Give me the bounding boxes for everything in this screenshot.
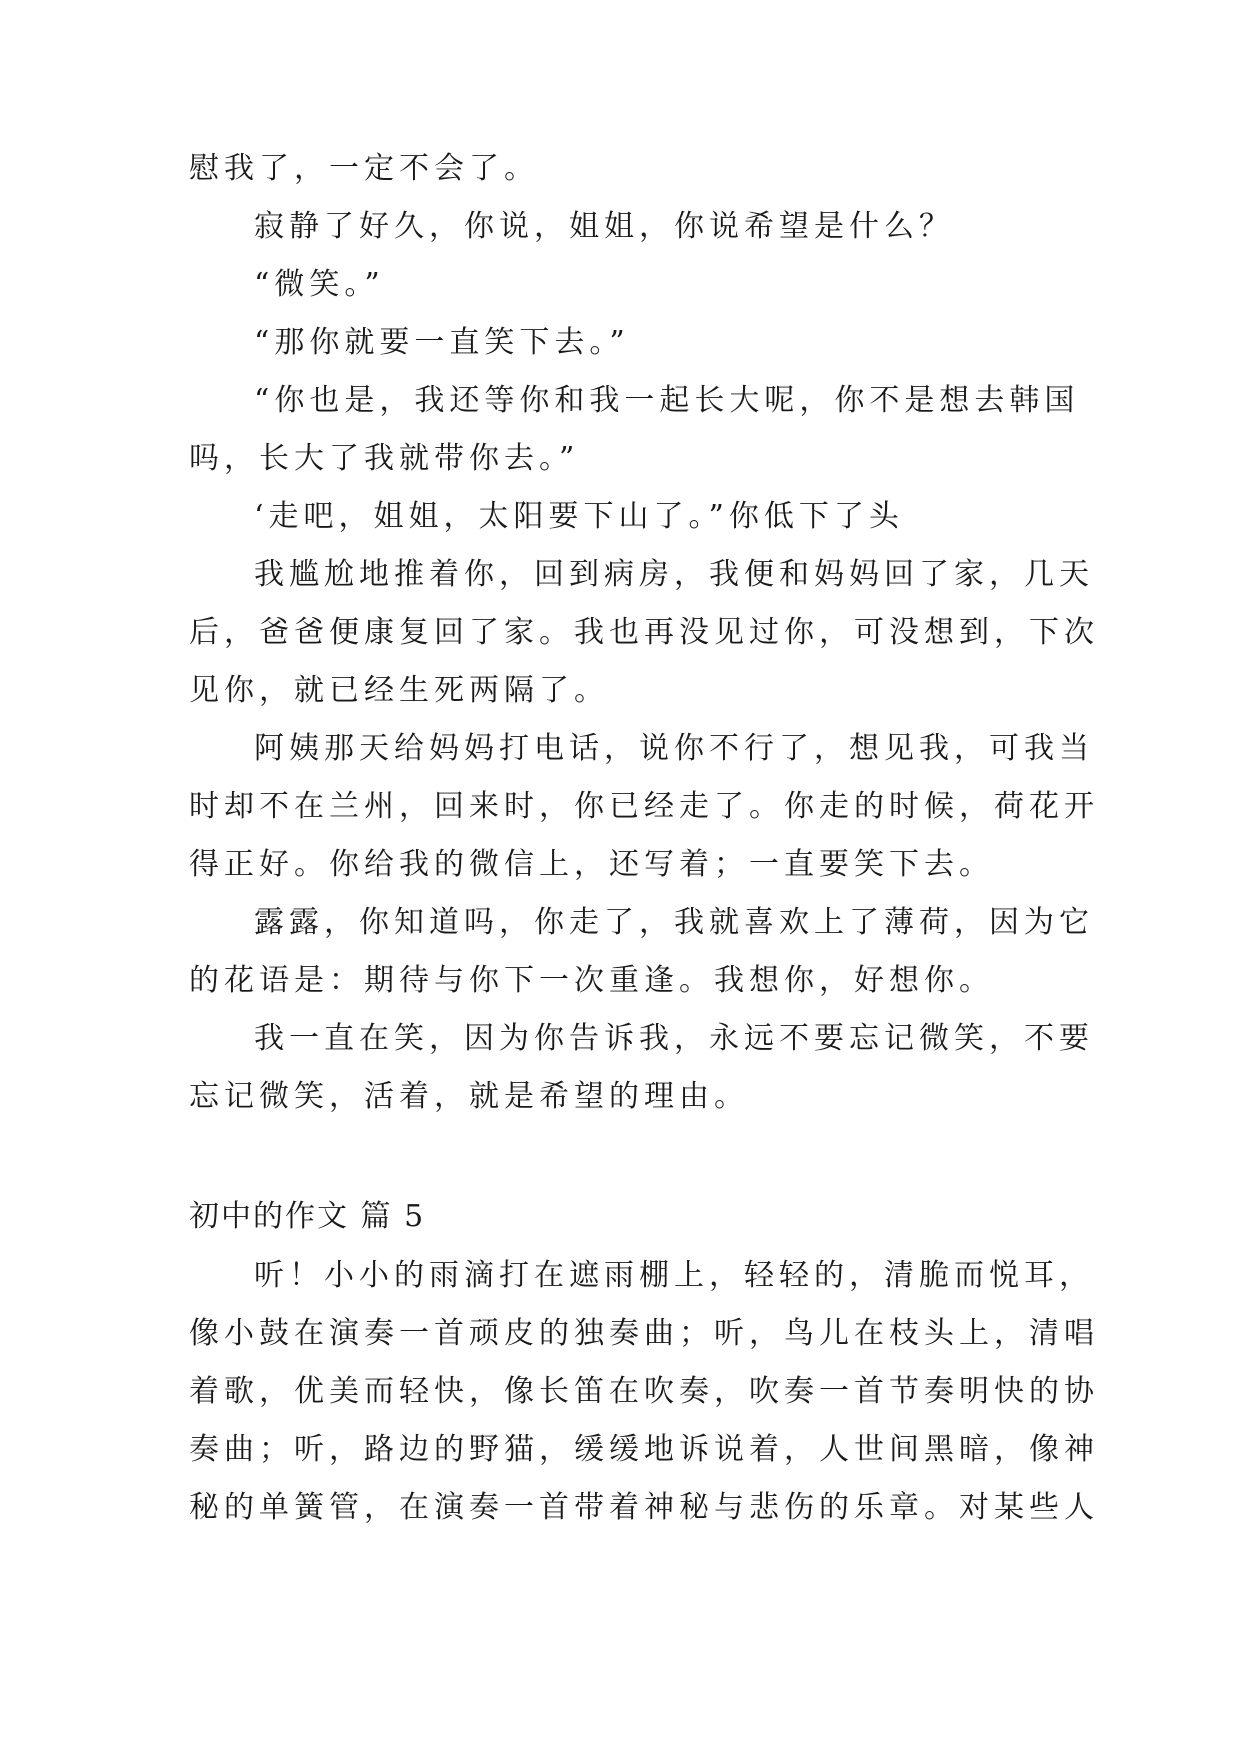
paragraph-line: 慰我了，一定不会了。 (189, 151, 539, 186)
paragraph-line: “你也是，我还等你和我一起长大呢，你不是想去韩国 (254, 383, 1080, 418)
paragraph-line: 后，爸爸便康复回了家。我也再没见过你，可没想到，下次 (189, 615, 1099, 650)
paragraph-line: 时却不在兰州，回来时，你已经走了。你走的时候，荷花开 (189, 789, 1099, 824)
paragraph-line: 着歌，优美而轻快，像长笛在吹奏，吹奏一首节奏明快的协 (189, 1374, 1099, 1409)
section-heading: 初中的作文 篇 5 (189, 1199, 426, 1234)
paragraph-line: 的花语是：期待与你下一次重逢。我想你，好想你。 (189, 963, 994, 998)
paragraph-line: 像小鼓在演奏一首顽皮的独奏曲；听，鸟儿在枝头上，清唱 (189, 1316, 1099, 1351)
paragraph-line: 阿姨那天给妈妈打电话，说你不行了，想见我，可我当 (254, 731, 1094, 766)
paragraph-line: 听！小小的雨滴打在遮雨棚上，轻轻的，清脆而悦耳， (254, 1258, 1094, 1293)
paragraph-line: “那你就要一直笑下去。” (254, 325, 630, 360)
paragraph-line: 奏曲；听，路边的野猫，缓缓地诉说着，人世间黑暗，像神 (189, 1432, 1099, 1467)
paragraph-line: 秘的单簧管，在演奏一首带着神秘与悲伤的乐章。对某些人 (189, 1490, 1099, 1525)
paragraph-line: 见你，就已经生死两隔了。 (189, 673, 609, 708)
paragraph-line: “微笑。” (254, 267, 385, 302)
paragraph-line: 露露，你知道吗，你走了，我就喜欢上了薄荷，因为它 (254, 905, 1094, 940)
paragraph-line: 忘记微笑，活着，就是希望的理由。 (189, 1079, 749, 1114)
paragraph-line: 我尴尬地推着你，回到病房，我便和妈妈回了家，几天 (254, 557, 1094, 592)
paragraph-line: 寂静了好久，你说，姐姐，你说希望是什么？ (254, 209, 954, 244)
paragraph-line: 得正好。你给我的微信上，还写着；一直要笑下去。 (189, 847, 994, 882)
paragraph-line: ‘走吧，姐姐，太阳要下山了。”你低下了头 (254, 499, 904, 534)
paragraph-line: 我一直在笑，因为你告诉我，永远不要忘记微笑，不要 (254, 1021, 1094, 1056)
paragraph-line: 吗，长大了我就带你去。” (189, 441, 580, 476)
